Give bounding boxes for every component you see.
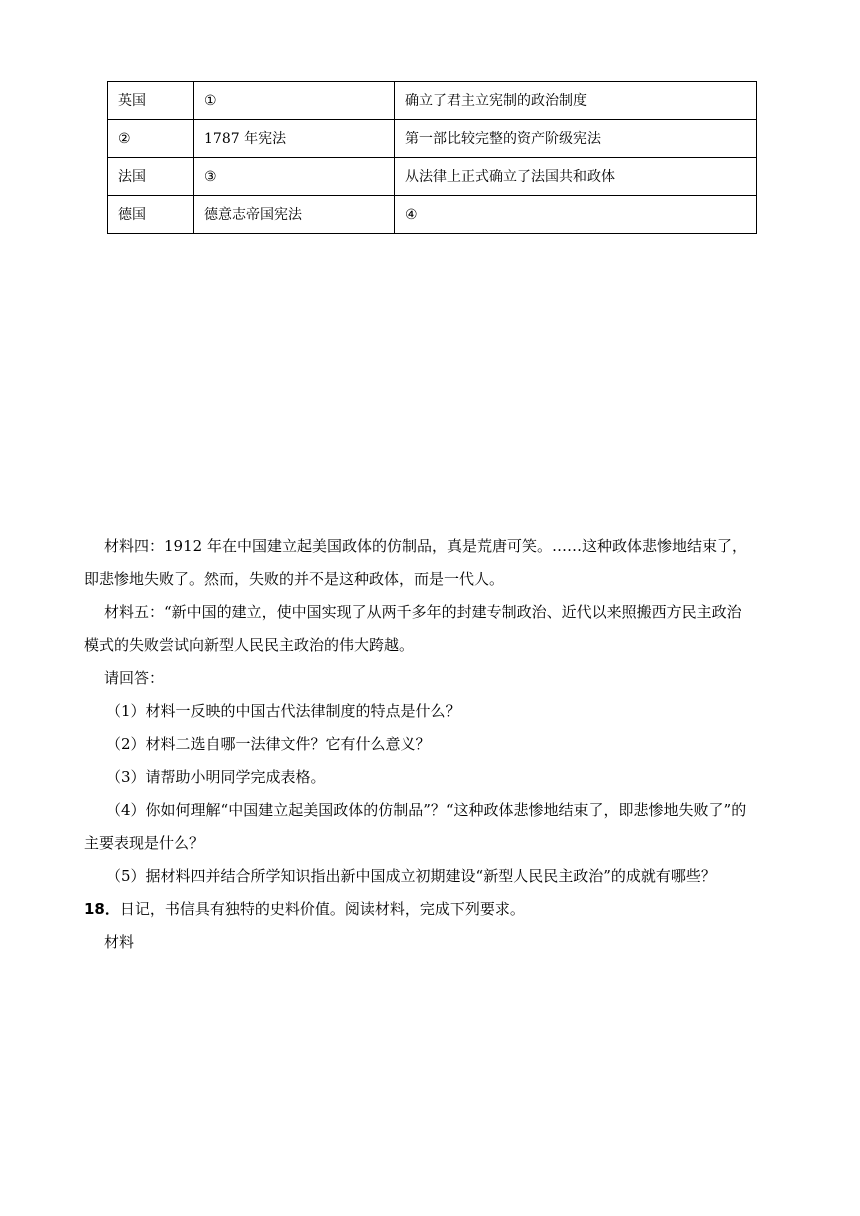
table-row [108,82,757,120]
question-18-text: 日记，书信具有独特的史料价值。阅读材料，完成下列要求。 [119,900,525,918]
sub-question-3: （3）请帮助小明同学完成表格。 [106,768,326,786]
question-text-block [84,530,784,959]
material-four-line-1: 材料四：1912 年在中国建立起美国政体的仿制品，真是荒唐可笑。……这种政体悲惨地结束了， [104,537,747,555]
table-cell-country: 法国 [108,158,194,196]
table-cell-country: 德国 [108,196,194,234]
material-four-line-2: 即悲惨地失败了。然而，失败的并不是这种政体，而是一代人。 [84,570,505,588]
table-cell-document: 1787 年宪法 [194,120,395,158]
sub-question-4-line-2: 主要表现是什么？ [84,834,205,852]
constitution-table [107,81,757,234]
table-cell-significance: 从法律上正式确立了法国共和政体 [395,158,757,196]
material-five-line-1: 材料五：“新中国的建立，使中国实现了从两千多年的封建专制政治、近代以来照搬西方民主政治 [104,603,742,621]
sub-question-4-line-1: （4）你如何理解“中国建立起美国政体的仿制品”？“这种政体悲惨地结束了，即悲惨地失败了”的 [106,801,747,819]
table-row [108,196,757,234]
table-cell-document: 德意志帝国宪法 [194,196,395,234]
question-18-heading [84,893,784,926]
table-cell-significance: ④ [395,196,757,234]
table-row [108,158,757,196]
sub-question-1: （1）材料一反映的中国古代法律制度的特点是什么？ [106,702,461,720]
table-cell-document: ① [194,82,395,120]
sub-question-2: （2）材料二选自哪一法律文件？它有什么意义？ [106,735,431,753]
table-cell-country: 英国 [108,82,194,120]
table-cell-significance: 第一部比较完整的资产阶级宪法 [395,120,757,158]
question-18-material-label: 材料 [104,933,135,951]
question-18-number: 18． [84,900,120,918]
table-cell-country: ② [108,120,194,158]
material-five-line-2: 模式的失败尝试向新型人民民主政治的伟大跨越。 [84,636,415,654]
table-cell-document: ③ [194,158,395,196]
answer-prompt: 请回答： [104,669,165,687]
sub-question-5: （5）据材料四并结合所学知识指出新中国成立初期建设“新型人民民主政治”的成就有哪些？ [106,867,716,885]
table-cell-significance: 确立了君主立宪制的政治制度 [395,82,757,120]
table-row [108,120,757,158]
